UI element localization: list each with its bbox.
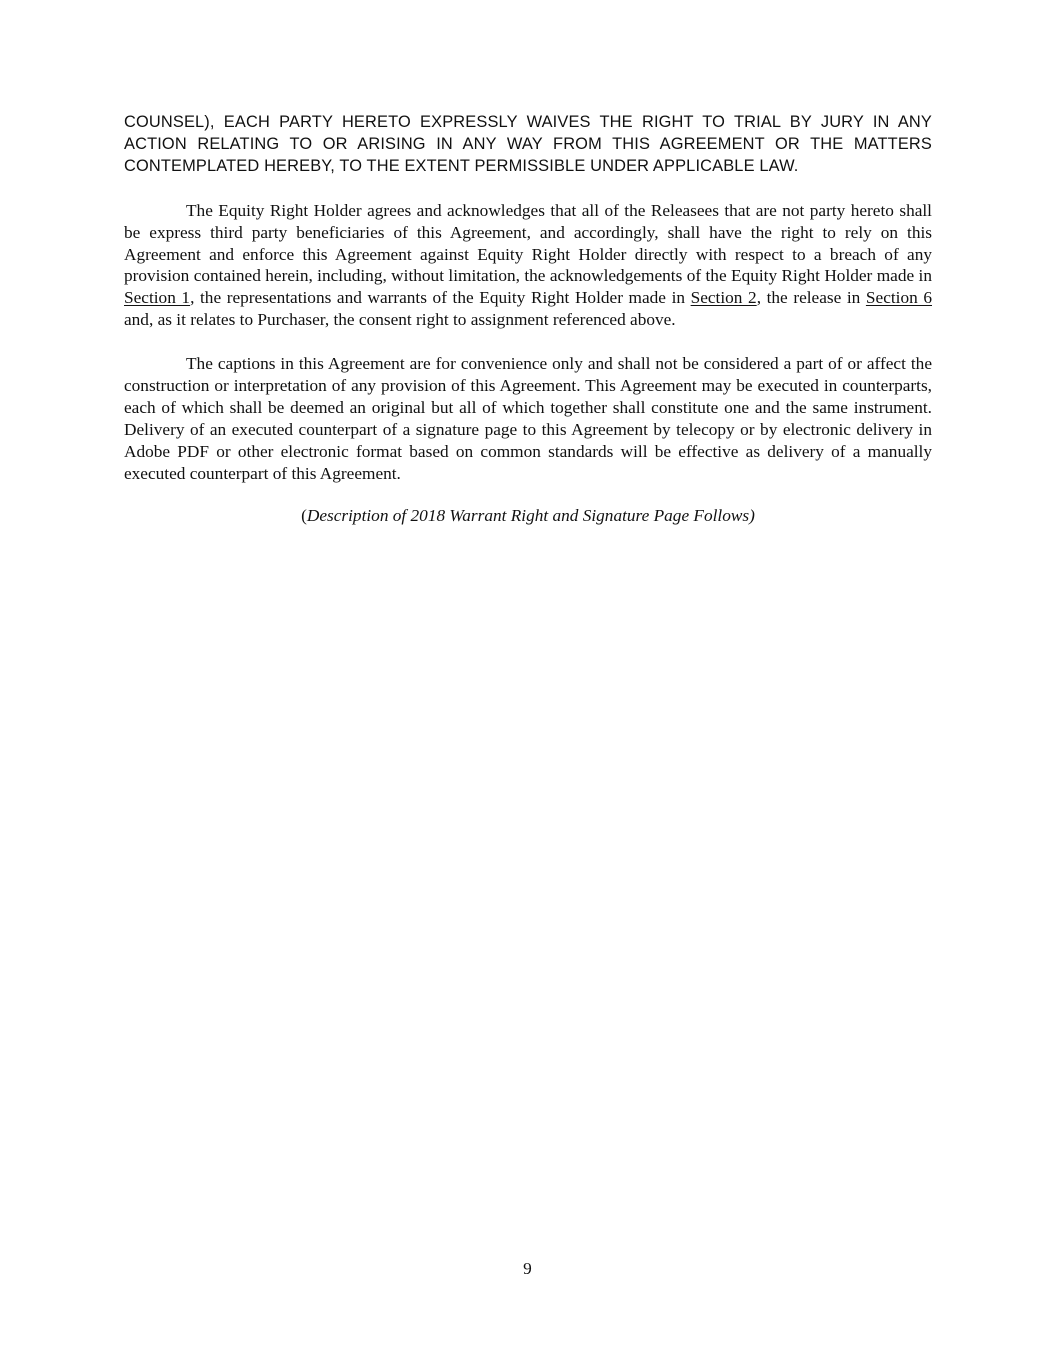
followup-open-paren: ( bbox=[301, 505, 307, 525]
jury-waiver-paragraph: COUNSEL), EACH PARTY HERETO EXPRESSLY WAIVES THE RIGHT TO TRIAL BY JURY IN ANY ACTION RELATING TO OR ARISING IN ANY WAY FROM THIS AGREEMENT OR THE MATTERS CONTEMPLATED HEREBY, TO THE EXTENT PERMISSIBLE UNDER APPLICABLE LAW. bbox=[124, 113, 932, 175]
beneficiaries-text-3: , the release in bbox=[756, 288, 866, 308]
signature-page-follows-note bbox=[124, 505, 932, 527]
section-2-link[interactable]: Section 2 bbox=[690, 288, 757, 308]
document-body bbox=[124, 112, 932, 527]
followup-text: Description of 2018 Warrant Right and Signature Page Follows) bbox=[306, 505, 755, 525]
section-6-link[interactable]: Section 6 bbox=[865, 288, 932, 308]
third-party-beneficiaries-paragraph bbox=[124, 200, 932, 331]
page-number: 9 bbox=[523, 1259, 532, 1278]
section-1-link[interactable]: Section 1 bbox=[124, 288, 191, 308]
beneficiaries-text-2: , the representations and warrants of the Equity Right Holder made in bbox=[190, 288, 691, 308]
captions-counterparts-paragraph: The captions in this Agreement are for convenience only and shall not be considered a part of or affect the construction or interpretation of any provision of this Agreement. This Agreement may be executed in counterparts, each of which shall be deemed an original but all of which together shall constitute one and the same instrument. Delivery of an executed counterpart of a signature page to this Agreement by telecopy or by electronic delivery in Adobe PDF or other electronic format based on common standards will be effective as delivery of a manually executed counterpart of this Agreement. bbox=[124, 354, 932, 483]
beneficiaries-text-1: The Equity Right Holder agrees and acknowledges that all of the Releasees that are not party hereto shall be express third party beneficiaries of this Agreement, and accordingly, shall have the right to rely on this Agreement and enforce this Agreement against Equity Right Holder directly with respect to a breach of any provision contained herein, including, without limitation, the acknowledgements of the Equity Right Holder made in bbox=[124, 200, 932, 286]
beneficiaries-text-4: and, as it relates to Purchaser, the consent right to assignment referenced above. bbox=[124, 310, 676, 330]
